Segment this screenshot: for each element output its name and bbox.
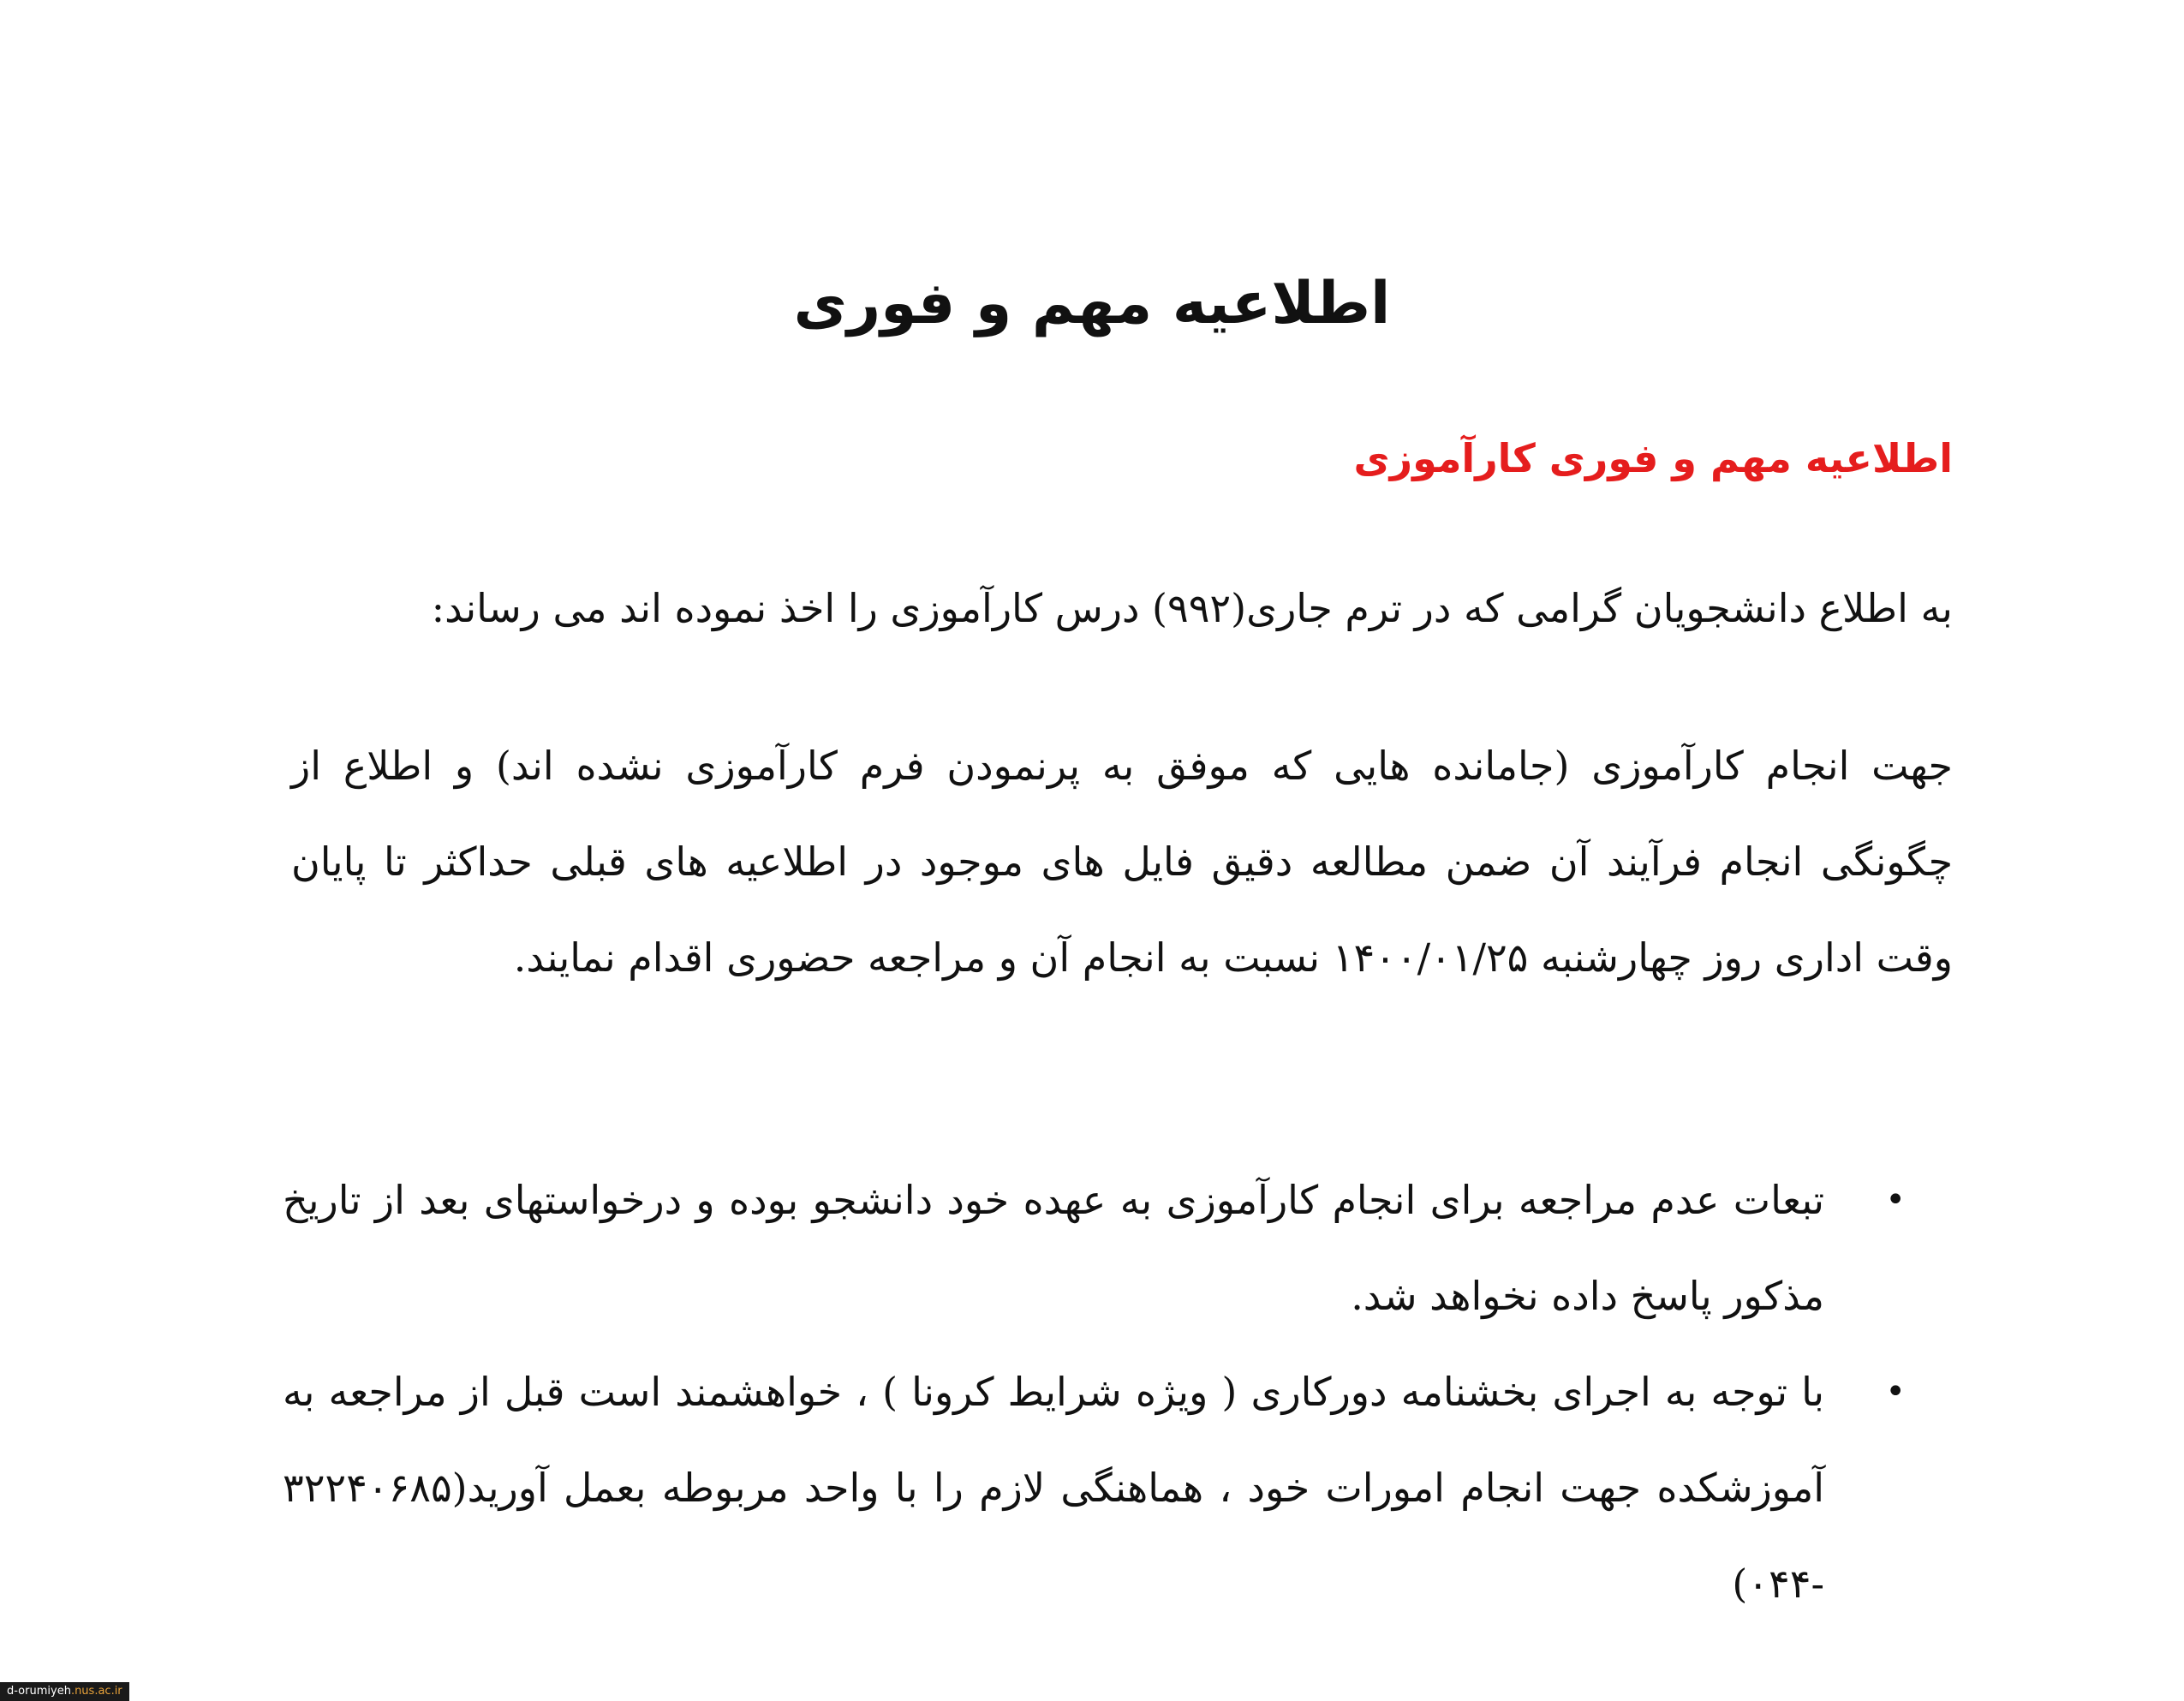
notice-bullet-list [283,1152,1906,1632]
watermark-site: d-orumiyeh [7,1685,71,1698]
list-item [283,1344,1906,1632]
bullet-text: با توجه به اجرای بخشنامه دورکاری ( ویژه شرایط کرونا ) ، خواهشمند است قبل از مراجعه به آموزشکده جهت انجام امورات خود ، هماهنگی لازم را با واحد مربوطه بعمل آورید(۳۲۲۴۰۶۸۵ -۰۴۴) [283,1369,1824,1607]
bullet-icon: • [1885,1372,1906,1412]
bullet-text: تبعات عدم مراجعه برای انجام کارآموزی به عهده خود دانشجو بوده و درخواستهای بعد از تاریخ مذکور پاسخ داده نخواهد شد. [283,1177,1824,1319]
page-title: اطلاعیه مهم و فوری [793,270,1391,337]
list-item [283,1152,1906,1344]
notice-subtitle: اطلاعیه مهم و فوری کارآموزی [1353,435,1953,481]
watermark-domain: .nus.ac.ir [70,1685,122,1698]
bullet-icon: • [1885,1180,1906,1220]
intro-text: به اطلاع دانشجویان گرامی که در ترم جاری(۹۹۲) درس کارآموزی را اخذ نموده اند می رساند: [431,585,1953,631]
main-paragraph: جهت انجام کارآموزی (جامانده هایی که موفق به پرنمودن فرم کارآموزی نشده اند) و اطلاع از چگونگی انجام فرآیند آن ضمن مطالعه دقیق فایل های موجود در اطلاعیه های قبلی حداکثر تا پایان وقت اداری روز چهارشنبه ۱۴۰۰/۰۱/۲۵ نسبت به انجام آن و مراجعه حضوری اقدام نمایند. [291,743,1953,981]
site-watermark [0,1682,129,1701]
